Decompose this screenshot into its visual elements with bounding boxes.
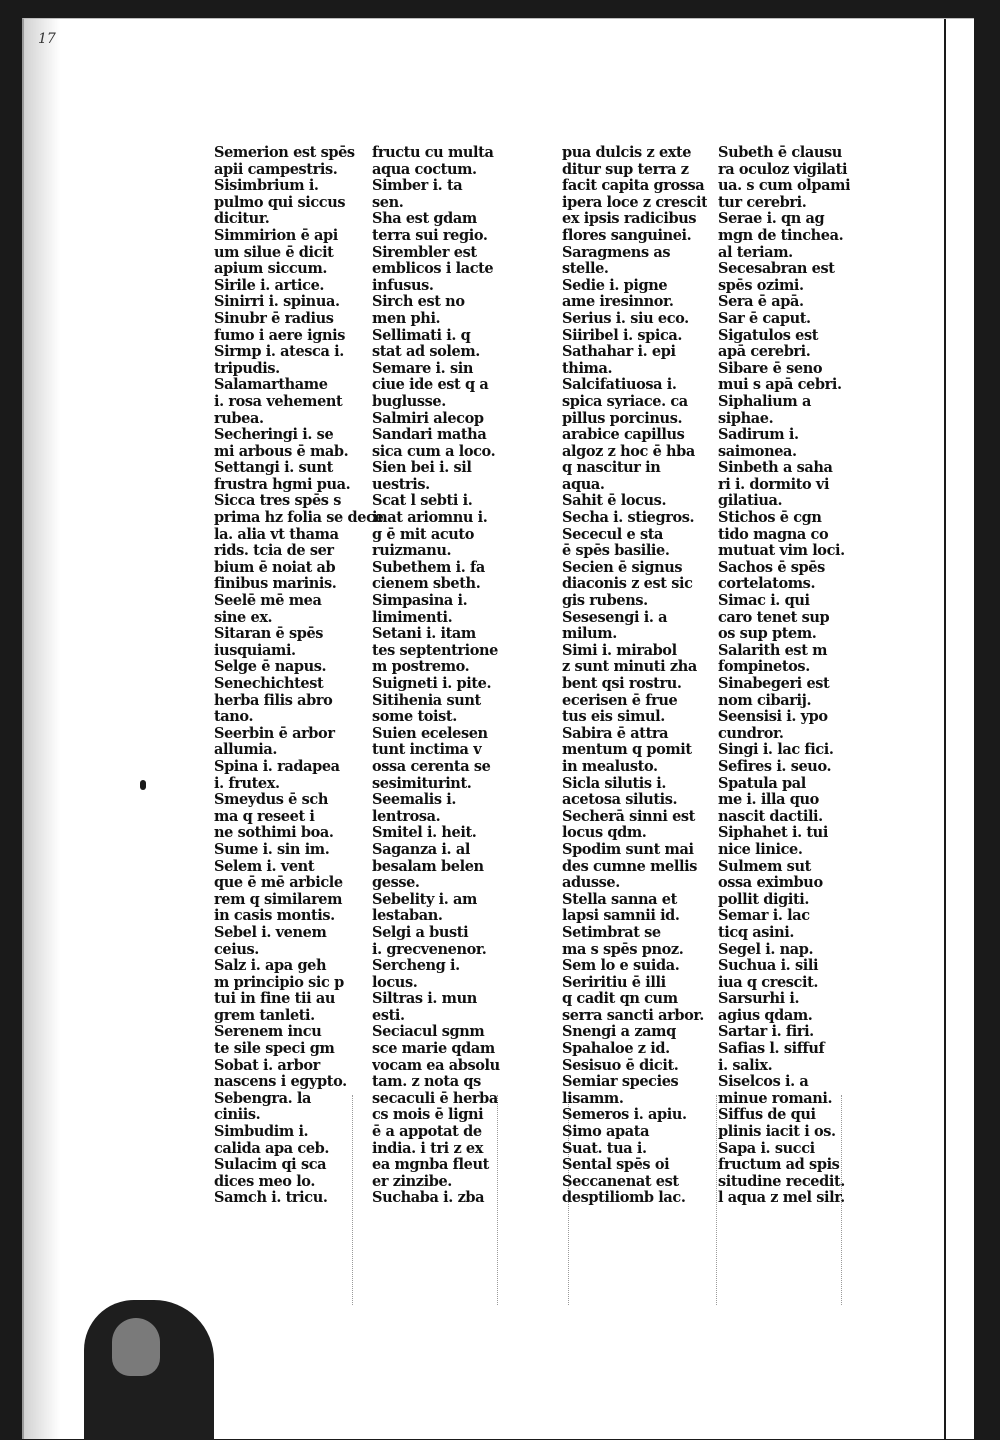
text-line: calida apa ceb. <box>214 1140 330 1157</box>
text-line: que ē mē arbicle <box>214 875 343 892</box>
text-line: ame iresinnor. <box>562 294 674 311</box>
text-line: apium siccum. <box>214 261 328 278</box>
text-line: sce marie qdam <box>372 1041 495 1058</box>
text-line: sica cum a loco. <box>372 443 496 460</box>
text-line: lisamm. <box>562 1090 624 1107</box>
text-line: Sha est gdam <box>372 211 477 228</box>
text-line: lentrosa. <box>372 808 441 825</box>
text-line: frustra hgmi pua. <box>214 476 351 493</box>
text-line: tus eis simul. <box>562 709 665 726</box>
text-line: Secha i. stiegros. <box>562 510 695 527</box>
text-line: ceius. <box>214 941 259 958</box>
text-line: cienem sbeth. <box>372 576 481 593</box>
text-line: Selgi a busti <box>372 924 469 941</box>
text-line: Suigneti i. pite. <box>372 676 492 692</box>
text-line: thima. <box>562 360 613 377</box>
text-line: fumo i aere ignis <box>214 327 345 344</box>
text-line: Smitel i. heit. <box>372 825 477 842</box>
text-line: m principio sic p <box>214 974 344 991</box>
text-line: mui s apā cebri. <box>718 377 842 394</box>
text-line: cortelatoms. <box>718 576 816 593</box>
text-line: secaculi ē herba <box>372 1090 498 1107</box>
text-line: Sercheng i. <box>372 958 460 975</box>
text-line: ma s spēs pnoz. <box>562 941 684 958</box>
text-line: gis rubens. <box>562 593 648 610</box>
text-line: Seerbin ē arbor <box>214 725 335 742</box>
text-line: apā cerebri. <box>718 344 811 361</box>
text-line: Setani i. itam <box>372 626 476 643</box>
text-line: ua. s cum olpami <box>718 178 851 195</box>
text-line: Setimbrat se <box>562 924 661 941</box>
text-line: in casis montis. <box>214 908 335 925</box>
text-line: infusus. <box>372 277 434 294</box>
text-line: q nascitur in <box>562 460 661 477</box>
text-line: Sebel i. venem <box>214 924 327 941</box>
text-line: ossa eximbuo <box>718 875 823 892</box>
text-line: esti. <box>372 1007 405 1024</box>
text-line: ma q reseet i <box>214 808 315 825</box>
text-line: tes septentrione <box>372 642 499 659</box>
text-line: mutuat vim loci. <box>718 543 845 560</box>
text-line: cundror. <box>718 725 784 742</box>
text-line: er zinzibe. <box>372 1173 452 1190</box>
text-line: tunt inctima v <box>372 742 482 759</box>
text-line: inat ariomnu i. <box>372 510 488 527</box>
text-line: acetosa silutis. <box>562 792 678 809</box>
text-line: Serae i. qn ag <box>718 211 825 228</box>
text-line: in mealusto. <box>562 758 658 775</box>
text-column-1 <box>214 145 383 1207</box>
text-line: Sebelity i. am <box>372 891 477 908</box>
text-line: Seriritiu ē illi <box>562 974 666 991</box>
text-line: fompinetos. <box>718 659 810 676</box>
text-line: Suien ecelesen <box>372 725 488 742</box>
text-line: algoz z hoc ē hba <box>562 443 695 460</box>
text-line: ossa cerenta se <box>372 758 491 775</box>
text-line: Serenem incu <box>214 1024 322 1041</box>
text-line: Siphalium a <box>718 393 812 410</box>
text-line: Sirile i. artice. <box>214 277 325 294</box>
text-line: ē spēs basilie. <box>562 543 670 560</box>
text-column-2 <box>372 145 500 1207</box>
text-line: Subeth ē clausu <box>718 145 842 161</box>
text-line: Salarith est m <box>718 642 828 659</box>
text-line: tano. <box>214 709 254 726</box>
text-line: situdine recedit. <box>718 1173 845 1190</box>
text-line: arabice capillus <box>562 427 685 444</box>
text-line: Siselcos i. a <box>718 1074 809 1091</box>
text-line: Semare i. sin <box>372 360 473 377</box>
text-line: india. i tri z ex <box>372 1140 483 1157</box>
text-line: vocam ea absolu <box>372 1057 500 1074</box>
text-line: Suchua i. sili <box>718 958 819 975</box>
text-line: caro tenet sup <box>718 609 830 626</box>
text-line: Simpasina i. <box>372 593 468 610</box>
text-line: Sera ē apā. <box>718 294 804 311</box>
text-line: ra oculoz vigilati <box>718 161 848 178</box>
text-line: Stella sanna et <box>562 891 677 908</box>
text-line: saimonea. <box>718 443 797 460</box>
text-column-3 <box>562 145 707 1207</box>
text-line: men phi. <box>372 310 441 327</box>
text-line: allumia. <box>214 742 278 759</box>
text-line: des cumne mellis <box>562 858 697 875</box>
text-line: flores sanguinei. <box>562 227 692 244</box>
text-line: Sebengra. la <box>214 1090 311 1107</box>
text-line: Semerion est spēs <box>214 145 355 161</box>
text-line: Selem i. vent <box>214 858 315 875</box>
text-line: la. alia vt thama <box>214 526 339 543</box>
text-line: al teriam. <box>718 244 793 261</box>
text-line: serra sancti arbor. <box>562 1007 704 1024</box>
text-column-4 <box>718 145 850 1207</box>
text-line: diaconis z est sic <box>562 576 693 593</box>
text-line: Siffus de qui <box>718 1107 816 1124</box>
text-line: lapsi samnii id. <box>562 908 680 925</box>
text-line: Sar ē caput. <box>718 310 811 327</box>
text-line: ciniis. <box>214 1107 261 1124</box>
text-line: tur cerebri. <box>718 194 807 211</box>
text-line: tripudis. <box>214 360 280 377</box>
text-line: l aqua z mel silr. <box>718 1190 845 1207</box>
text-line: Sinbeth a saha <box>718 460 833 477</box>
text-line: os sup ptem. <box>718 626 817 643</box>
text-line: uestris. <box>372 476 430 493</box>
text-line: te sile speci gm <box>214 1041 335 1058</box>
text-line: um silue ē dicit <box>214 244 334 261</box>
text-line: Sulacim qi sca <box>214 1157 327 1174</box>
text-line: Secien ē signus <box>562 559 683 576</box>
text-line: pua dulcis z exte <box>562 145 692 161</box>
text-line: Semeros i. apiu. <box>562 1107 687 1124</box>
text-line: tui in fine tii au <box>214 991 335 1008</box>
text-line: Sien bei i. sil <box>372 460 472 477</box>
text-line: limimenti. <box>372 609 453 626</box>
text-line: Simbudim i. <box>214 1124 309 1141</box>
text-line: Serius i. siu eco. <box>562 310 689 327</box>
text-line: tam. z nota qs <box>372 1074 481 1091</box>
text-line: stelle. <box>562 261 609 278</box>
text-line: Simi i. mirabol <box>562 642 677 659</box>
text-line: tido magna co <box>718 526 829 543</box>
text-line: ditur sup terra z <box>562 161 689 178</box>
text-line: aqua coctum. <box>372 161 477 178</box>
text-line: Sitihenia sunt <box>372 692 481 709</box>
text-line: Seciacul sgnm <box>372 1024 485 1041</box>
text-line: Sartar i. firi. <box>718 1024 814 1041</box>
text-line: mgn de tinchea. <box>718 227 844 244</box>
text-line: grem tanleti. <box>214 1007 315 1024</box>
text-line: Siiribel i. spica. <box>562 327 683 344</box>
text-line: Saragmens as <box>562 244 671 261</box>
text-line: Seensisi i. ypo <box>718 709 828 726</box>
text-line: Spatula pal <box>718 775 806 792</box>
text-line: Subethem i. fa <box>372 559 485 576</box>
text-line: Sem lo e suida. <box>562 958 680 975</box>
text-line: iusquiami. <box>214 642 296 659</box>
text-line: Semar i. lac <box>718 908 810 925</box>
text-line: Siltras i. mun <box>372 991 477 1008</box>
text-line: m postremo. <box>372 659 470 676</box>
text-line: ri i. dormito vi <box>718 476 830 493</box>
text-line: mi arbous ē mab. <box>214 443 349 460</box>
text-line: Sedie i. pigne <box>562 277 668 294</box>
text-line: g ē mit acuto <box>372 526 474 543</box>
text-line: Salcifatiuosa i. <box>562 377 677 394</box>
text-line: Sesisuo ē dicit. <box>562 1057 679 1074</box>
text-line: Sitaran ē spēs <box>214 626 324 643</box>
text-line: bent qsi rostru. <box>562 676 682 692</box>
text-line: Sigatulos est <box>718 327 819 344</box>
text-line: siphae. <box>718 410 774 427</box>
text-line: Sobat i. arbor <box>214 1057 320 1074</box>
text-line: Seelē mē mea <box>214 593 322 610</box>
text-line: Snengi a zamq <box>562 1024 676 1041</box>
text-line: Sececul e sta <box>562 526 664 543</box>
text-line: herba filis abro <box>214 692 333 709</box>
text-line: Sellimati i. q <box>372 327 471 344</box>
text-line: besalam belen <box>372 858 484 875</box>
text-line: ea mgnba fleut <box>372 1157 489 1174</box>
text-line: Salamarthame <box>214 377 328 394</box>
text-line: Sabira ē attra <box>562 725 669 742</box>
text-line: q cadit qn cum <box>562 991 678 1008</box>
text-line: Sahit ē locus. <box>562 493 667 510</box>
text-line: desptiliomb lac. <box>562 1190 686 1207</box>
text-line: ne sothimi boa. <box>214 825 334 842</box>
text-line: i. salix. <box>718 1057 773 1074</box>
text-line: ecerisen ē frue <box>562 692 678 709</box>
text-line: Sandari matha <box>372 427 487 444</box>
text-line: fructu cu multa <box>372 145 494 161</box>
text-line: stat ad solem. <box>372 344 480 361</box>
text-line: iua q crescit. <box>718 974 819 991</box>
text-line: Secheringi i. se <box>214 427 334 444</box>
text-line: spēs ozimi. <box>718 277 804 294</box>
text-line: i. frutex. <box>214 775 280 792</box>
text-line: nascens i egypto. <box>214 1074 347 1091</box>
text-line: Spodim sunt mai <box>562 841 694 858</box>
text-line: dices meo lo. <box>214 1173 315 1190</box>
text-line: aqua. <box>562 476 605 493</box>
text-line: mentum q pomit <box>562 742 692 759</box>
text-line: plinis iacit i os. <box>718 1124 836 1141</box>
text-line: locus qdm. <box>562 825 647 842</box>
text-line: milum. <box>562 626 617 643</box>
text-line: pulmo qui siccus <box>214 194 346 211</box>
text-line: Safias l. siffuf <box>718 1041 825 1058</box>
text-line: ē a appotat de <box>372 1124 482 1141</box>
text-line: ticq asini. <box>718 924 794 941</box>
text-line: gilatiua. <box>718 493 783 510</box>
text-line: Salmiri alecop <box>372 410 484 427</box>
text-line: Sathahar i. epi <box>562 344 676 361</box>
text-line: pollit digiti. <box>718 891 810 908</box>
thumb-nail <box>112 1318 160 1376</box>
text-line: facit capita grossa <box>562 178 705 195</box>
text-line: Suat. tua i. <box>562 1140 647 1157</box>
page-gutter-shadow <box>24 19 60 1439</box>
text-line: Sirembler est <box>372 244 477 261</box>
text-line: Settangi i. sunt <box>214 460 333 477</box>
ruling-line <box>716 1095 717 1305</box>
text-line: me i. illa quo <box>718 792 819 809</box>
text-line: apii campestris. <box>214 161 338 178</box>
text-line: Simo apata <box>562 1124 650 1141</box>
text-line: Selge ē napus. <box>214 659 327 676</box>
text-line: nice linice. <box>718 841 803 858</box>
text-line: Sental spēs oi <box>562 1157 670 1174</box>
text-line: ruizmanu. <box>372 543 452 560</box>
text-line: Simac i. qui <box>718 593 810 610</box>
text-line: Simber i. ta <box>372 178 463 195</box>
text-line: Sarsurhi i. <box>718 991 800 1008</box>
text-line: adusse. <box>562 875 620 892</box>
text-line: emblicos i lacte <box>372 261 494 278</box>
text-line: Siphahet i. tui <box>718 825 828 842</box>
text-line: Secherā sinni est <box>562 808 695 825</box>
text-line: prima hz folia se dece <box>214 510 384 527</box>
text-line: sesimiturint. <box>372 775 472 792</box>
text-line: Sirch est no <box>372 294 465 311</box>
text-line: spica syriace. ca <box>562 393 688 410</box>
text-line: Stichos ē cgn <box>718 510 822 527</box>
text-line: ex ipsis radicibus <box>562 211 697 228</box>
text-line: some toist. <box>372 709 457 726</box>
text-line: Seccanenat est <box>562 1173 679 1190</box>
text-line: Salz i. apa geh <box>214 958 327 975</box>
text-line: pillus porcinus. <box>562 410 683 427</box>
text-line: lestaban. <box>372 908 443 925</box>
text-line: z sunt minuti zha <box>562 659 697 676</box>
text-line: Sicla silutis i. <box>562 775 667 792</box>
text-line: Sisimbrium i. <box>214 178 319 195</box>
text-line: nom cibarij. <box>718 692 812 709</box>
text-line: agius qdam. <box>718 1007 813 1024</box>
text-line: minue romani. <box>718 1090 833 1107</box>
text-line: Suchaba i. zba <box>372 1190 485 1207</box>
text-line: Saganza i. al <box>372 841 470 858</box>
text-line: Segel i. nap. <box>718 941 814 958</box>
text-line: Sibare ē seno <box>718 360 823 377</box>
text-line: Sapa i. succi <box>718 1140 815 1157</box>
text-line: Sinabegeri est <box>718 676 830 692</box>
text-line: nascit dactili. <box>718 808 823 825</box>
text-line: Sinirri i. spinua. <box>214 294 340 311</box>
text-line: finibus marinis. <box>214 576 337 593</box>
text-line: Smeydus ē sch <box>214 792 328 809</box>
text-line: bium ē noiat ab <box>214 559 336 576</box>
text-line: Sinubr ē radius <box>214 310 334 327</box>
text-line: i. rosa vehement <box>214 393 343 410</box>
text-line: Singi i. lac fici. <box>718 742 834 759</box>
text-line: cs mois ē ligni <box>372 1107 484 1124</box>
text-line: gesse. <box>372 875 420 892</box>
text-line: Sadirum i. <box>718 427 799 444</box>
text-line: terra sui regio. <box>372 227 488 244</box>
text-line: ipera loce z crescit <box>562 194 708 211</box>
text-line: ciue ide est q a <box>372 377 489 394</box>
text-line: Sume i. sin im. <box>214 841 330 858</box>
text-line: Sefires i. seuo. <box>718 758 832 775</box>
text-line: Senechichtest <box>214 676 324 692</box>
text-line: rubea. <box>214 410 264 427</box>
text-line: rids. tcia de ser <box>214 543 334 560</box>
text-line: sen. <box>372 194 404 211</box>
text-line: locus. <box>372 974 418 991</box>
text-line: Scat l sebti i. <box>372 493 473 510</box>
text-line: rem q similarem <box>214 891 343 908</box>
text-line: sine ex. <box>214 609 273 626</box>
text-line: Sicca tres spēs s <box>214 493 341 510</box>
text-line: Sachos ē spēs <box>718 559 825 576</box>
folio-number: 17 <box>38 31 56 47</box>
text-line: dicitur. <box>214 211 270 228</box>
page-edge <box>944 19 974 1439</box>
text-line: Seemalis i. <box>372 792 457 809</box>
text-line: buglusse. <box>372 393 446 410</box>
text-line: Sirmp i. atesca i. <box>214 344 344 361</box>
text-line: Samch i. tricu. <box>214 1190 328 1207</box>
text-line: fructum ad spis <box>718 1157 840 1174</box>
text-line: Sulmem sut <box>718 858 811 875</box>
text-line: Spahaloe z id. <box>562 1041 670 1058</box>
text-line: Simmirion ē api <box>214 227 338 244</box>
ink-blot <box>140 780 146 790</box>
text-line: Secesabran est <box>718 261 835 278</box>
text-line: Sesesengi i. a <box>562 609 668 626</box>
text-line: Spina i. radapea <box>214 758 340 775</box>
text-line: i. grecvenenor. <box>372 941 487 958</box>
text-line: Semiar species <box>562 1074 679 1091</box>
